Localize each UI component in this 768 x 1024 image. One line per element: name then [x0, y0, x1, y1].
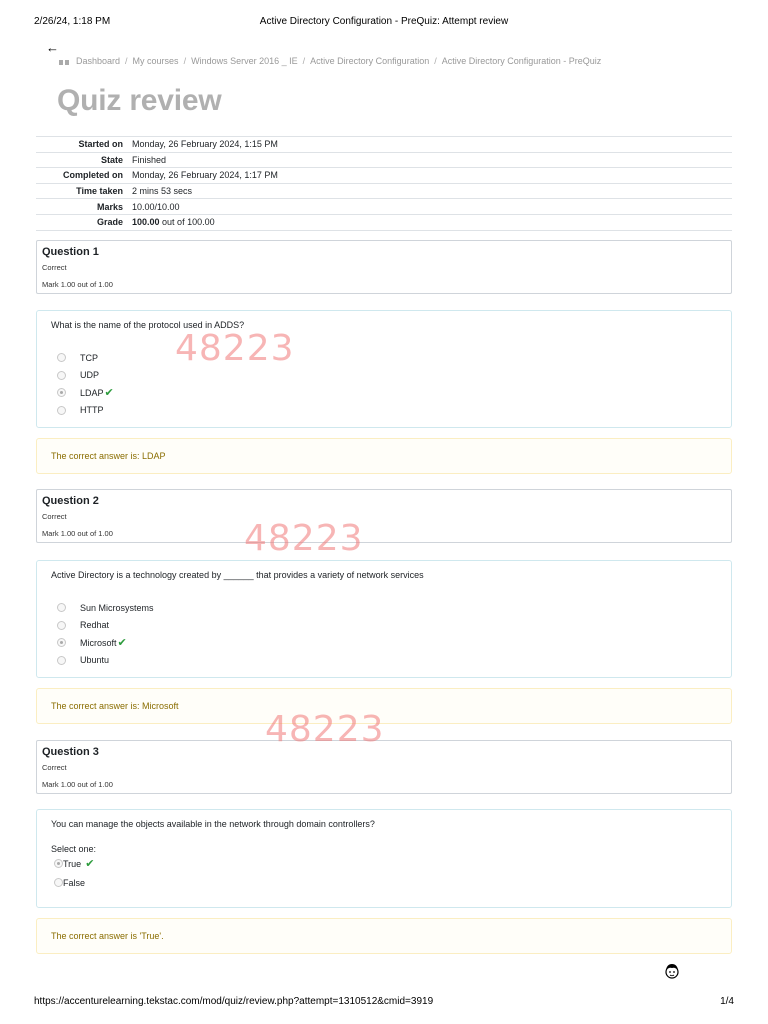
- question-text: Active Directory is a technology created by ______ that provides a variety of network services: [51, 570, 424, 580]
- question-state: Correct: [42, 512, 67, 521]
- page-title: Quiz review: [57, 84, 222, 117]
- radio-button[interactable]: [57, 656, 66, 665]
- grade-value: 100.00: [132, 217, 160, 228]
- breadcrumb: [58, 56, 748, 66]
- question-info: [36, 240, 732, 294]
- summary-row-completed: [36, 168, 732, 184]
- question-grade: Mark 1.00 out of 1.00: [42, 280, 113, 289]
- feedback-box: [36, 918, 732, 954]
- radio-button[interactable]: [57, 603, 66, 612]
- attempt-summary-table: [36, 136, 732, 231]
- question-content: [36, 809, 732, 908]
- avatar-icon[interactable]: [663, 962, 681, 980]
- answer-option-false[interactable]: False: [51, 873, 717, 892]
- correct-check-icon: ✔: [82, 858, 95, 870]
- question-grade: Mark 1.00 out of 1.00: [42, 529, 113, 538]
- summary-label: Started on: [78, 139, 123, 150]
- summary-label: Grade: [96, 217, 123, 228]
- print-page-number: 1/4: [720, 996, 734, 1007]
- print-doc-title: Active Directory Configuration - PreQuiz: Attempt review: [259, 16, 509, 27]
- breadcrumb-section[interactable]: Active Directory Configuration: [310, 56, 430, 66]
- radio-button[interactable]: [57, 638, 66, 647]
- summary-value: [132, 214, 732, 230]
- question-state: Correct: [42, 263, 67, 272]
- radio-button[interactable]: [54, 878, 63, 887]
- answer-option[interactable]: Microsoft ✔: [51, 634, 717, 652]
- question-text: You can manage the objects available in the network through domain controllers?: [51, 819, 375, 829]
- answer-option[interactable]: Ubuntu: [51, 652, 717, 670]
- radio-button[interactable]: [57, 406, 66, 415]
- summary-label: State: [100, 154, 123, 165]
- question-number: Question 1: [42, 246, 99, 258]
- summary-value: 2 mins 53 secs: [132, 186, 193, 197]
- print-datetime: 2/26/24, 1:18 PM: [34, 16, 111, 27]
- breadcrumb-separator: /: [125, 56, 128, 66]
- question-state: Correct: [42, 763, 67, 772]
- summary-row-marks: [36, 199, 732, 215]
- answer-options: [51, 349, 717, 419]
- question-number: Question 3: [42, 746, 99, 758]
- back-arrow-icon[interactable]: ←: [46, 40, 59, 55]
- question-content: [36, 560, 732, 678]
- breadcrumb-separator: /: [302, 56, 306, 66]
- radio-button[interactable]: [57, 353, 66, 362]
- summary-label: Time taken: [76, 186, 123, 197]
- summary-row-started: [36, 137, 732, 153]
- answer-options: [51, 599, 717, 669]
- feedback-box: [36, 438, 732, 474]
- answer-option[interactable]: HTTP: [51, 402, 717, 420]
- correct-answer-text: The correct answer is: Microsoft: [51, 701, 179, 711]
- radio-button[interactable]: [54, 859, 63, 868]
- watermark: 48223: [175, 328, 295, 369]
- radio-button[interactable]: [57, 621, 66, 630]
- answer-option[interactable]: Sun Microsystems: [51, 599, 717, 617]
- correct-check-icon: ✔: [117, 637, 127, 650]
- question-info: [36, 489, 732, 543]
- correct-answer-text: The correct answer is: LDAP: [51, 451, 166, 461]
- question-number: Question 2: [42, 495, 99, 507]
- watermark: 48223: [265, 709, 385, 750]
- answer-option-true[interactable]: True ✔: [51, 854, 717, 873]
- breadcrumb-my-courses[interactable]: My courses: [132, 56, 179, 66]
- correct-answer-text: The correct answer is 'True'.: [51, 931, 164, 941]
- print-url: https://accenturelearning.tekstac.com/mod/quiz/review.php?attempt=1310512&cmid=3919: [34, 996, 434, 1007]
- breadcrumb-separator: /: [434, 56, 437, 66]
- answer-option[interactable]: Redhat: [51, 617, 717, 635]
- summary-value: Monday, 26 February 2024, 1:17 PM: [132, 170, 278, 181]
- radio-button[interactable]: [57, 371, 66, 380]
- answer-option[interactable]: UDP: [51, 367, 717, 385]
- breadcrumb-dashboard[interactable]: Dashboard: [76, 56, 121, 66]
- watermark: 48223: [244, 518, 364, 559]
- answer-option[interactable]: TCP: [51, 349, 717, 367]
- summary-value: Monday, 26 February 2024, 1:15 PM: [132, 139, 278, 150]
- summary-label: Completed on: [63, 170, 123, 181]
- breadcrumb-course[interactable]: Windows Server 2016 _ IE: [191, 56, 298, 66]
- print-header: [34, 16, 734, 30]
- question-text: What is the name of the protocol used in ADDS?: [51, 320, 245, 330]
- correct-check-icon: ✔: [104, 387, 114, 400]
- question-content: [36, 310, 732, 428]
- summary-value: Finished: [132, 154, 167, 165]
- answer-option[interactable]: LDAP ✔: [51, 384, 717, 402]
- summary-value: 10.00/10.00: [132, 201, 180, 212]
- summary-label: Marks: [96, 201, 123, 212]
- summary-row-grade: [36, 214, 732, 230]
- question-grade: Mark 1.00 out of 1.00: [42, 780, 113, 789]
- radio-button[interactable]: [57, 388, 66, 397]
- breadcrumb-separator: /: [183, 56, 187, 66]
- select-one-prompt: Select one:: [51, 844, 97, 854]
- grade-out-of: out of 100.00: [162, 217, 215, 228]
- summary-row-time-taken: [36, 183, 732, 199]
- summary-row-state: [36, 152, 732, 168]
- home-icon: [58, 56, 70, 66]
- breadcrumb-quiz[interactable]: Active Directory Configuration - PreQuiz: [441, 56, 602, 66]
